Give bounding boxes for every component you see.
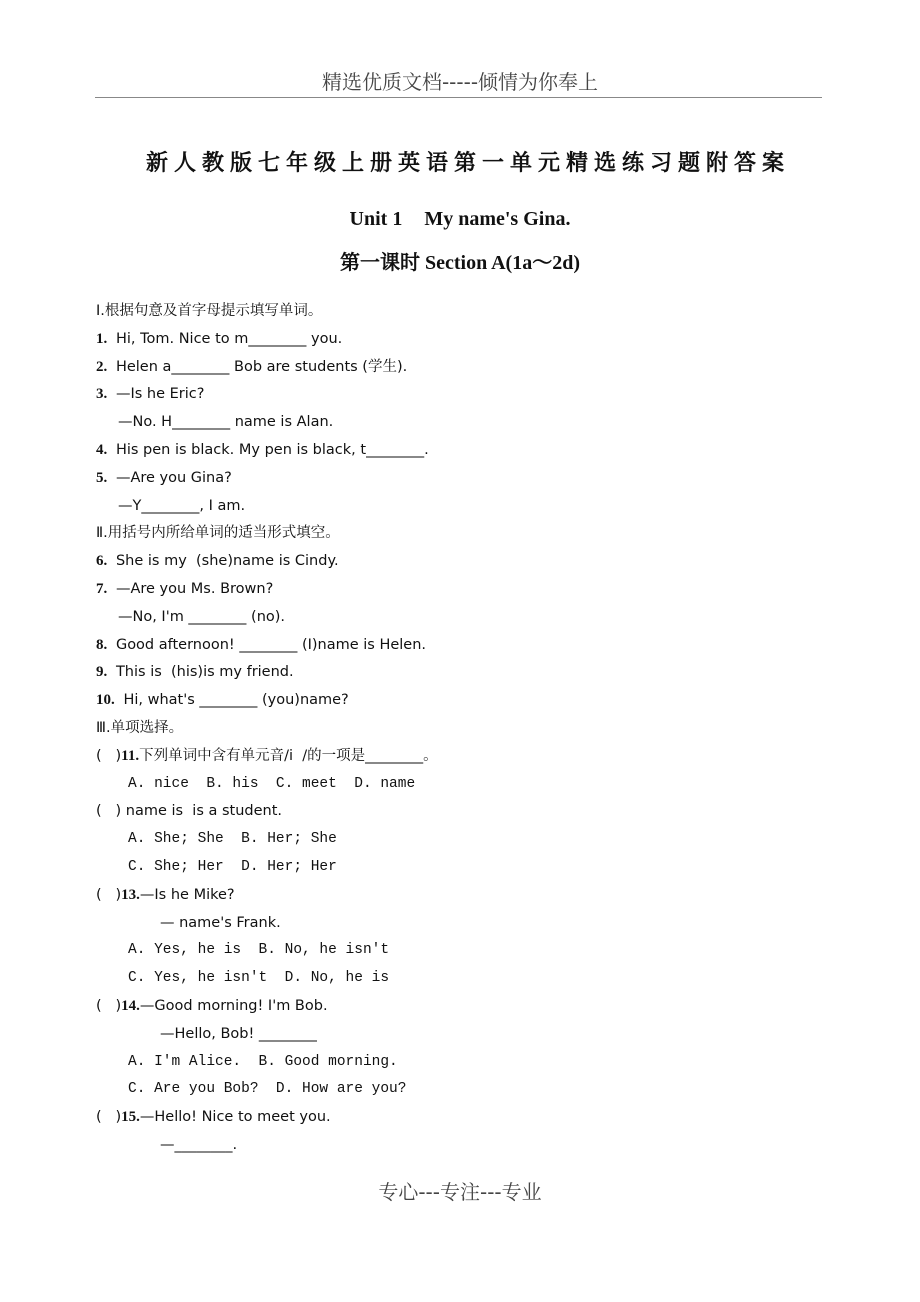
question-7 xyxy=(96,576,856,604)
question-text: —Is he Eric? xyxy=(115,386,205,403)
question-12 xyxy=(96,798,856,826)
page-header: 精选优质文档-----倾情为你奉上 xyxy=(321,70,599,94)
section-heading-1: Ⅰ.根据句意及首字母提示填写单词。 xyxy=(96,303,323,319)
section-heading-3: Ⅲ.单项选择。 xyxy=(96,719,184,736)
answer-paren: ( ) xyxy=(96,886,122,903)
question-number: 3. xyxy=(96,386,108,403)
question-text: This is (his)is my friend. xyxy=(115,664,294,681)
question-text: —Hello! Nice to meet you. xyxy=(139,1109,331,1126)
question-6 xyxy=(96,548,856,576)
question-text: name is is a student. xyxy=(121,803,283,820)
question-10 xyxy=(96,687,856,715)
question-11 xyxy=(96,743,856,771)
question-15-line2: —________. xyxy=(160,1136,238,1153)
answer-paren: ( ) xyxy=(96,1109,122,1126)
question-8 xyxy=(96,632,856,660)
question-13 xyxy=(96,882,856,910)
lesson-title: 第一课时 Section A(1a～2d) xyxy=(340,252,580,274)
question-15 xyxy=(96,1104,856,1132)
question-1 xyxy=(96,326,856,354)
question-14-options-1: A. I'm Alice. B. Good morning. xyxy=(128,1053,398,1070)
question-7-line2: —No, I'm ________ (no). xyxy=(118,608,286,625)
question-13-line2: — name's Frank. xyxy=(160,914,281,931)
question-4 xyxy=(96,437,856,465)
question-13-options-1: A. Yes, he is B. No, he isn't xyxy=(128,942,390,959)
answer-paren: ( ) xyxy=(96,803,122,820)
exercise-content xyxy=(96,298,856,1160)
question-number: 4. xyxy=(96,441,108,458)
question-2 xyxy=(96,354,856,382)
question-text: —Good morning! I'm Bob. xyxy=(139,997,328,1014)
question-11-options: A. nice B. his C. meet D. name xyxy=(128,775,416,792)
question-text: —Are you Gina? xyxy=(115,469,232,486)
question-number: 8. xyxy=(96,636,108,653)
question-number: 5. xyxy=(96,469,108,486)
unit-label: Unit 1 xyxy=(349,208,403,230)
question-number: 11. xyxy=(121,747,140,764)
question-14-options-2: C. Are you Bob? D. How are you? xyxy=(128,1081,407,1098)
question-13-options-2: C. Yes, he isn't D. No, he is xyxy=(128,970,390,987)
question-number: 14. xyxy=(121,997,140,1014)
question-text: She is my (she)name is Cindy. xyxy=(115,553,339,570)
question-5 xyxy=(96,465,856,493)
answer-paren: ( ) xyxy=(96,747,122,764)
page-footer: 专心---专注---专业 xyxy=(378,1180,542,1204)
question-text: Hi, what's ________ (you)name? xyxy=(123,692,349,709)
question-number: 9. xyxy=(96,664,108,681)
header-divider xyxy=(95,97,822,98)
question-text: —Is he Mike? xyxy=(139,886,235,903)
question-14 xyxy=(96,993,856,1021)
unit-name: My name's Gina. xyxy=(424,208,571,230)
question-9 xyxy=(96,659,856,687)
question-text: Good afternoon! ________ (I)name is Helen. xyxy=(115,636,427,653)
question-14-line2: —Hello, Bob! ________ xyxy=(160,1025,317,1042)
question-text: —Are you Ms. Brown? xyxy=(115,580,274,597)
question-text: Helen a________ Bob are students (学生). xyxy=(115,358,408,375)
question-number: 10. xyxy=(96,692,115,709)
question-number: 7. xyxy=(96,580,108,597)
question-3-line2: —No. H________ name is Alan. xyxy=(118,414,334,431)
question-5-line2: —Y________, I am. xyxy=(118,497,246,514)
question-12-options-1: A. She; She B. Her; She xyxy=(128,831,337,848)
question-12-options-2: C. She; Her D. Her; Her xyxy=(128,858,337,875)
question-3 xyxy=(96,381,856,409)
question-number: 6. xyxy=(96,553,108,570)
question-text: Hi, Tom. Nice to m________ you. xyxy=(115,330,343,347)
question-text: His pen is black. My pen is black, t________. xyxy=(115,441,429,458)
section-heading-2: Ⅱ.用括号内所给单词的适当形式填空。 xyxy=(96,525,340,542)
question-number: 1. xyxy=(96,330,108,347)
document-title: 新人教版七年级上册英语第一单元精选练习题附答案 xyxy=(146,151,791,176)
answer-paren: ( ) xyxy=(96,997,122,1014)
unit-title xyxy=(0,208,920,231)
question-number: 15. xyxy=(121,1109,140,1126)
question-text: 下列单词中含有单元音/i /的一项是________。 xyxy=(139,747,438,764)
question-number: 2. xyxy=(96,358,108,375)
question-number: 13. xyxy=(121,886,140,903)
